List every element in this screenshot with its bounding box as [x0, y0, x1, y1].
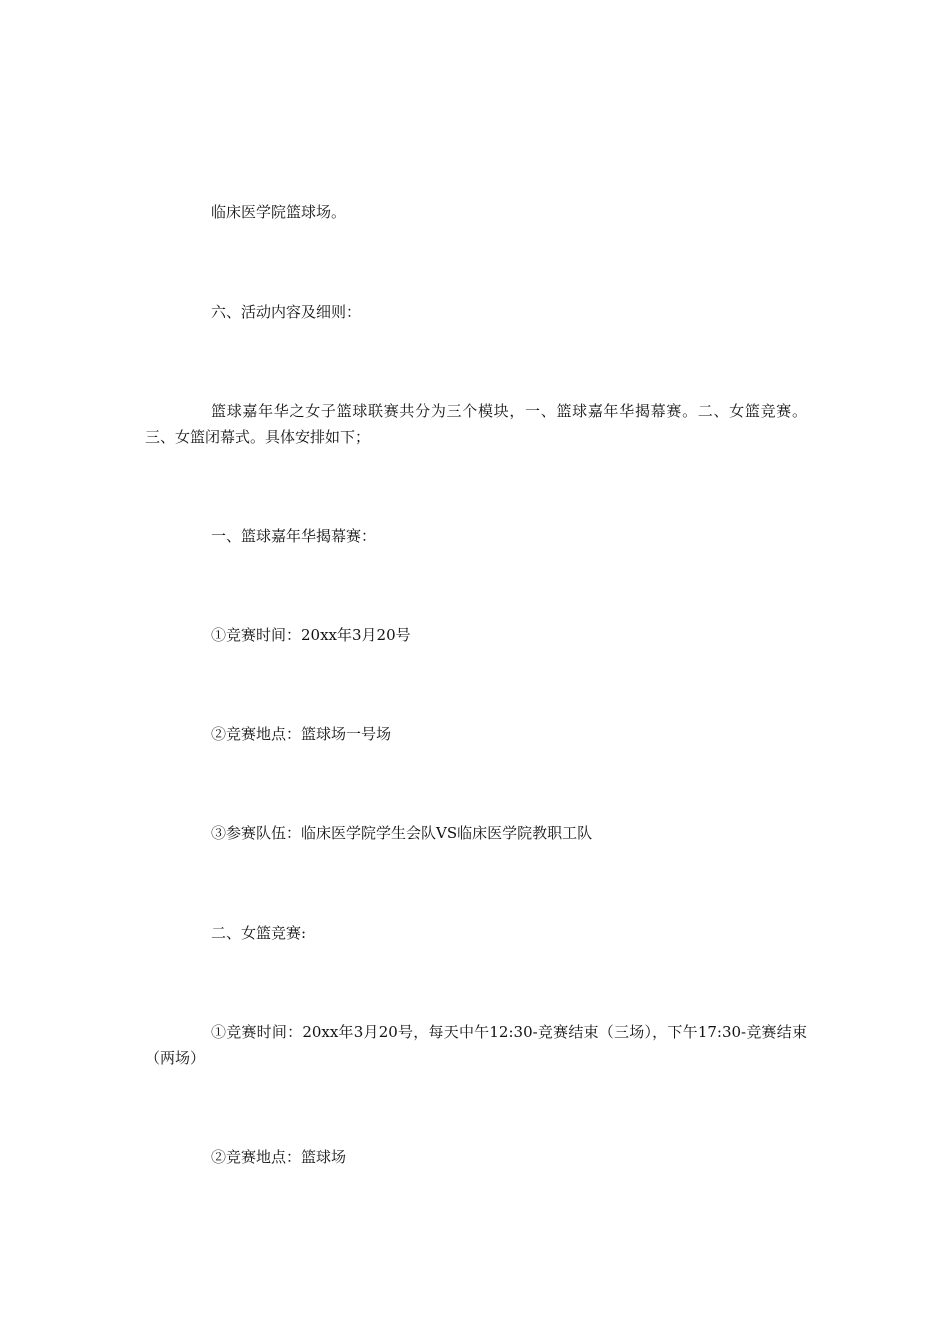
list-item-opening-teams: ③参赛队伍：临床医学院学生会队VS临床医学院教职工队 [211, 824, 593, 842]
list-item-opening-location: ②竞赛地点：篮球场一号场 [211, 725, 392, 743]
list-item-opening-time: ①竞赛时间：20xx年3月20号 [211, 626, 411, 644]
section-heading-activity-details: 六、活动内容及细则： [211, 303, 362, 321]
subheading-opening-game: 一、篮球嘉年华揭幕赛： [211, 527, 377, 545]
paragraph-overview: 篮球嘉年华之女子篮球联赛共分为三个模块，一、篮球嘉年华揭幕赛。二、女篮竞赛。三、女篮闭幕式。具体安排如下； [145, 402, 807, 446]
paragraph-venue: 临床医学院篮球场。 [211, 203, 347, 221]
list-item-competition-time: ①竞赛时间：20xx年3月20号，每天中午12:30-竞赛结束（三场），下午17:30-竞赛结束（两场） [145, 1023, 807, 1067]
list-item-competition-location: ②竞赛地点：篮球场 [211, 1148, 347, 1166]
subheading-womens-competition: 二、女篮竞赛: [211, 924, 307, 942]
